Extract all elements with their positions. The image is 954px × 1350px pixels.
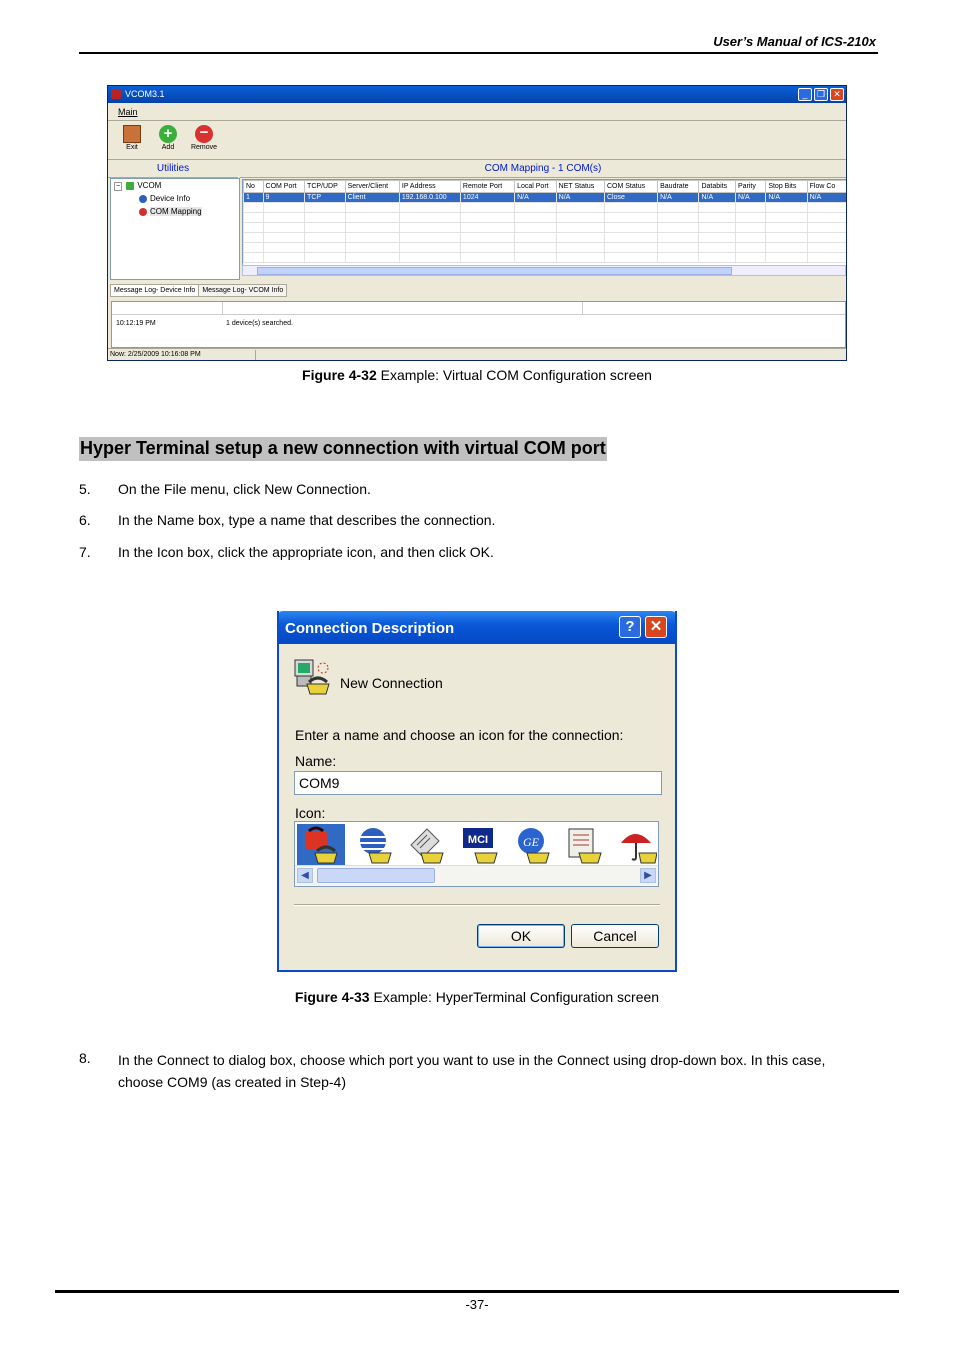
exit-button[interactable] xyxy=(116,123,148,157)
remove-button[interactable] xyxy=(188,123,220,157)
header-rule xyxy=(79,52,878,54)
com-mapping-header: COM Mapping - 1 COM(s) xyxy=(240,160,846,178)
empty-row xyxy=(244,243,847,253)
table-cell: N/A xyxy=(658,193,699,203)
table-cell: 1 xyxy=(244,193,264,203)
step-number: 8. xyxy=(79,1050,91,1066)
grid-horizontal-scrollbar[interactable] xyxy=(242,265,846,276)
vcom-app-icon xyxy=(111,89,121,99)
table-row[interactable] xyxy=(244,193,847,203)
add-label: Add xyxy=(161,144,175,151)
vcom-menubar xyxy=(108,104,846,121)
umbrella-icon[interactable] xyxy=(613,824,659,866)
column-header[interactable]: TCP/UDP xyxy=(305,181,346,193)
page-number: -37- xyxy=(465,1297,489,1312)
column-header[interactable]: Server/Client xyxy=(345,181,399,193)
connection-description-dialog xyxy=(277,611,677,972)
globe-icon[interactable] xyxy=(351,824,399,866)
table-cell: 9 xyxy=(263,193,305,203)
step-number: 7. xyxy=(79,544,91,560)
name-field[interactable] xyxy=(294,771,662,795)
tree-node-com-mapping[interactable] xyxy=(139,207,202,216)
step-number: 6. xyxy=(79,512,91,528)
column-header[interactable]: Remote Port xyxy=(460,181,514,193)
table-cell: Close xyxy=(604,193,657,203)
column-header[interactable]: Flow Co xyxy=(807,181,846,193)
ge-text: GE xyxy=(523,835,539,849)
add-icon: + xyxy=(159,125,177,143)
table-cell: N/A xyxy=(735,193,765,203)
column-header[interactable]: Stop Bits xyxy=(766,181,807,193)
com-mapping-grid xyxy=(242,179,847,267)
tree-collapse-icon[interactable]: − xyxy=(116,183,121,190)
dialog-title: Connection Description xyxy=(285,620,455,637)
add-button[interactable] xyxy=(152,123,184,157)
table-cell: 1024 xyxy=(460,193,514,203)
icon-label: Icon: xyxy=(295,805,326,821)
restore-icon[interactable]: ❐ xyxy=(814,88,828,101)
table-cell: 192.168.0.100 xyxy=(399,193,460,203)
status-bar xyxy=(108,348,846,361)
column-header[interactable]: COM Status xyxy=(604,181,657,193)
column-header[interactable]: No xyxy=(244,181,264,193)
empty-row xyxy=(244,233,847,243)
close-icon[interactable]: ✕ xyxy=(830,88,844,101)
table-cell: N/A xyxy=(807,193,846,203)
mci-icon[interactable] xyxy=(457,824,505,866)
exit-label: Exit xyxy=(126,144,138,151)
scroll-left-icon[interactable]: ◀ xyxy=(297,868,313,883)
message-log xyxy=(111,301,846,348)
log-tabs xyxy=(110,284,286,299)
remove-label: Remove xyxy=(190,144,218,151)
tree-label: COM Mapping xyxy=(150,207,202,216)
new-connection-label: New Connection xyxy=(340,675,443,691)
step-text: In the Connect to dialog box, choose which port you want to use in the Connect using drop-down box. In this case, choose COM9 (as created in Step-4) xyxy=(118,1052,826,1090)
table-cell: N/A xyxy=(766,193,807,203)
cancel-button[interactable]: Cancel xyxy=(571,924,659,948)
vcom-title: VCOM3.1 xyxy=(125,89,165,99)
tab-device-info-log[interactable]: Message Log- Device Info xyxy=(110,284,199,297)
caption-label: Figure 4-32 xyxy=(302,367,377,383)
connection-prompt: Enter a name and choose an icon for the connection: xyxy=(295,727,624,743)
empty-row xyxy=(244,253,847,263)
table-cell: TCP xyxy=(305,193,346,203)
step-text: In the Name box, type a name that describes the connection. xyxy=(118,512,496,528)
header-title: User’s Manual of ICS-210x xyxy=(713,34,876,49)
tree-node-device-info[interactable] xyxy=(139,194,190,203)
figure-4-33-caption xyxy=(0,989,954,1005)
column-header[interactable]: Databits xyxy=(699,181,736,193)
name-label: Name: xyxy=(295,753,337,769)
step-text: In the Icon box, click the appropriate icon, and then click OK. xyxy=(118,544,494,560)
vcom-window xyxy=(107,85,847,361)
status-time: Now: 2/25/2009 10:16:08 PM xyxy=(110,351,201,358)
step-text: On the File menu, click New Connection. xyxy=(118,481,371,497)
ok-button[interactable]: OK xyxy=(477,924,565,948)
fax-icon[interactable] xyxy=(403,824,451,866)
log-time: 10:12:19 PM xyxy=(116,320,156,327)
icon-scrollbar[interactable] xyxy=(295,865,658,886)
tab-vcom-info-log[interactable]: Message Log- VCOM Info xyxy=(198,284,287,297)
help-icon[interactable]: ? xyxy=(619,616,641,638)
ge-icon[interactable] xyxy=(509,824,557,866)
figure-4-32-caption xyxy=(0,367,954,383)
notepad-icon[interactable] xyxy=(561,824,609,866)
column-header[interactable]: COM Port xyxy=(263,181,305,193)
tree-label: VCOM xyxy=(137,181,162,190)
table-cell: N/A xyxy=(699,193,736,203)
tree-node-vcom[interactable] xyxy=(114,181,161,190)
vcom-toolbar xyxy=(108,121,846,160)
footer-rule xyxy=(55,1290,899,1293)
remove-icon: − xyxy=(195,125,213,143)
icon-list[interactable] xyxy=(294,821,659,887)
scroll-right-icon[interactable]: ▶ xyxy=(640,868,656,883)
column-header[interactable]: Local Port xyxy=(515,181,557,193)
utilities-header: Utilities xyxy=(108,160,238,178)
step-number: 5. xyxy=(79,481,91,497)
caption-text: Example: Virtual COM Configuration screen xyxy=(376,367,652,383)
column-header[interactable]: NET Status xyxy=(556,181,604,193)
empty-row xyxy=(244,213,847,223)
tree-label: Device Info xyxy=(150,194,191,203)
scrollbar-thumb[interactable] xyxy=(257,267,732,275)
grid-header-row xyxy=(244,181,847,193)
table-cell: N/A xyxy=(515,193,557,203)
menu-main[interactable]: Main xyxy=(118,107,138,117)
vcom-check-icon xyxy=(126,182,134,190)
log-message: 1 device(s) searched. xyxy=(226,320,293,327)
dialog-title-bar xyxy=(277,611,677,644)
scrollbar-thumb[interactable] xyxy=(317,868,435,883)
caption-label: Figure 4-33 xyxy=(294,989,370,1005)
log-header xyxy=(112,302,845,315)
table-cell: Client xyxy=(345,193,399,203)
column-header[interactable]: Baudrate xyxy=(658,181,699,193)
exit-icon xyxy=(123,125,141,143)
utilities-tree xyxy=(110,178,240,280)
dialog-separator xyxy=(294,904,660,906)
globe-icon xyxy=(139,195,147,203)
column-header[interactable]: Parity xyxy=(735,181,765,193)
table-cell: N/A xyxy=(556,193,604,203)
caption-text: Example: HyperTerminal Configuration screen xyxy=(369,989,660,1005)
empty-row xyxy=(244,223,847,233)
close-icon[interactable]: ✕ xyxy=(645,616,667,638)
empty-row xyxy=(244,203,847,213)
section-heading: Hyper Terminal setup a new connection with virtual COM port xyxy=(79,437,607,461)
mci-text: MCI xyxy=(467,834,489,846)
new-connection-icon xyxy=(293,658,333,698)
vcom-title-bar xyxy=(108,86,846,103)
minimize-icon[interactable]: _ xyxy=(798,88,812,101)
com-mapping-icon xyxy=(139,208,147,216)
column-header[interactable]: IP Address xyxy=(399,181,460,193)
phone-icon[interactable] xyxy=(297,824,345,866)
